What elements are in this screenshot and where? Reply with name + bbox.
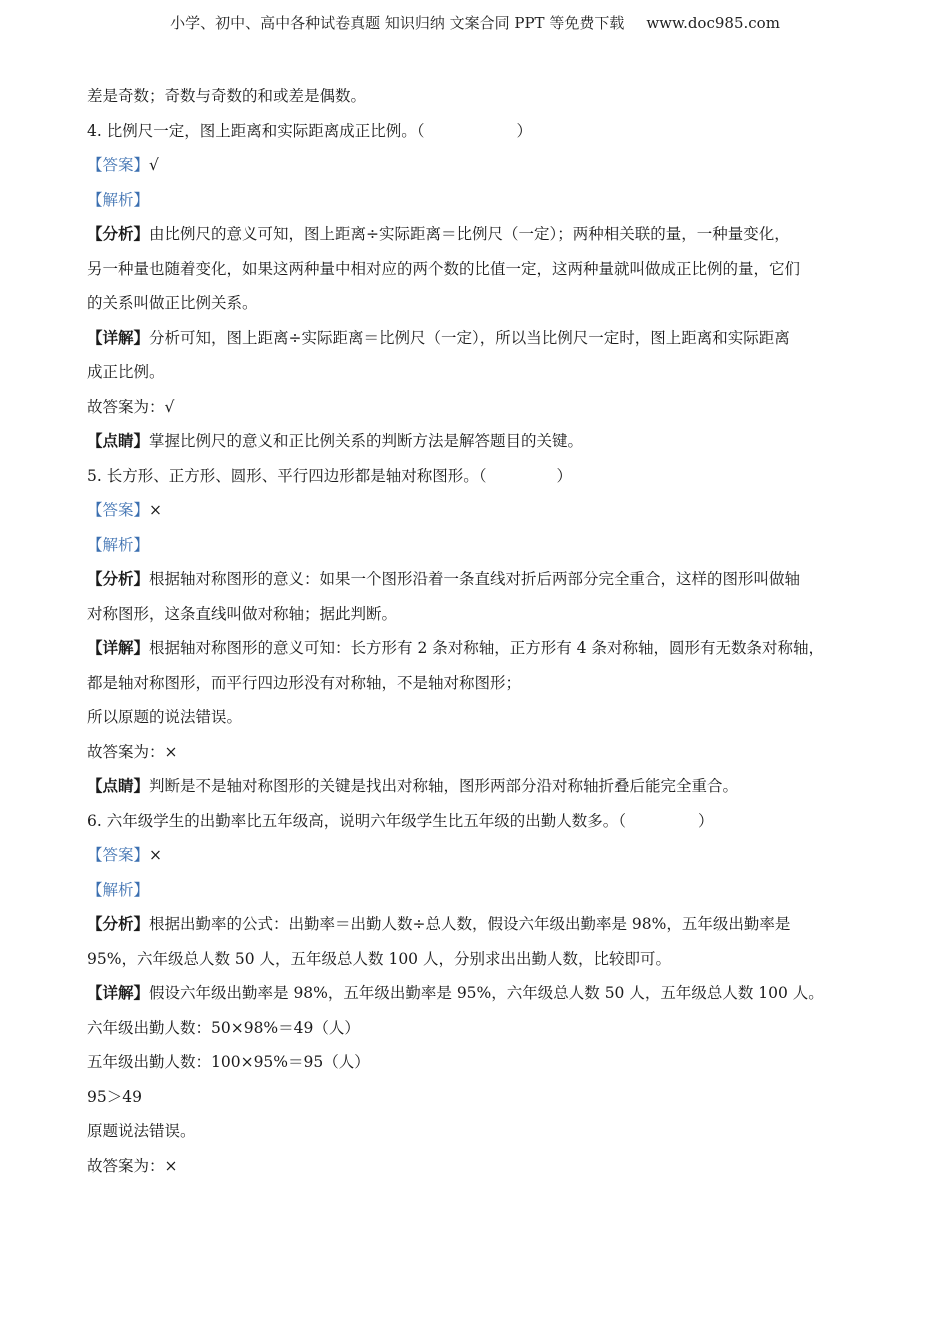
section-line: [87, 914, 877, 934]
text-line: [87, 362, 877, 382]
line-text: 95＞49: [87, 1087, 142, 1106]
section-tag: 【分析】: [87, 224, 150, 243]
text-line: [87, 293, 877, 313]
line-text: ×: [149, 846, 163, 864]
text-line: [87, 1156, 877, 1176]
line-text: 五年级出勤人数：100×95%＝95（人）: [87, 1053, 370, 1071]
line-text: 分析可知，图上距离÷实际距离＝比例尺（一定），所以当比例尺一定时，图上距离和实际距离: [149, 328, 790, 347]
section-tag: 【解析】: [87, 880, 150, 899]
text-line: [87, 1018, 877, 1038]
section-line: [87, 500, 877, 520]
line-text: 95%，六年级总人数 50 人，五年级总人数 100 人，分别求出出勤人数，比较即可。: [87, 949, 671, 968]
text-line: [87, 949, 877, 969]
section-tag: 【答案】: [87, 156, 150, 174]
line-text: 故答案为：√: [87, 397, 175, 416]
section-tag: 【答案】: [87, 846, 150, 864]
line-text: 六年级出勤人数：50×98%＝49（人）: [87, 1018, 360, 1037]
line-text: 根据出勤率的公式：出勤率＝出勤人数÷总人数，假设六年级出勤率是 98%，五年级出勤率是: [149, 915, 791, 933]
line-text: 差是奇数；奇数与奇数的和或差是偶数。: [87, 87, 367, 105]
line-text: ×: [149, 501, 163, 519]
close-paren: ）: [556, 466, 572, 485]
section-tag: 【点睛】: [87, 431, 150, 450]
line-text: 对称图形，这条直线叫做对称轴；据此判断。: [87, 604, 398, 623]
section-tag: 【答案】: [87, 501, 150, 519]
line-text: 比例尺一定，图上距离和实际距离成正比例。（: [106, 121, 425, 140]
question-number: 4.: [87, 121, 107, 140]
text-line: [87, 1087, 877, 1107]
section-line: [87, 880, 877, 900]
document-body: [87, 86, 877, 1190]
section-line: [87, 224, 877, 244]
page-header: [0, 12, 950, 33]
line-text: 由比例尺的意义可知，图上距离÷实际距离＝比例尺（一定）；两种相关联的量，一种量变化，: [149, 225, 790, 243]
question-line: [87, 466, 877, 486]
section-line: [87, 431, 877, 451]
section-line: [87, 776, 877, 796]
line-text: 根据轴对称图形的意义可知：长方形有 2 条对称轴，正方形有 4 条对称轴，圆形有无数条对称轴，: [149, 639, 824, 657]
question-line: [87, 811, 877, 831]
text-line: [87, 1121, 877, 1141]
text-line: [87, 259, 877, 279]
line-text: 成正比例。: [87, 363, 165, 381]
header-site: www.doc985.com: [646, 14, 780, 32]
section-tag: 【详解】: [87, 638, 150, 657]
line-text: 另一种量也随着变化，如果这两种量中相对应的两个数的比值一定，这两种量就叫做成正比例的量，它们: [87, 259, 801, 278]
section-tag: 【分析】: [87, 914, 150, 933]
text-line: [87, 673, 877, 693]
section-line: [87, 569, 877, 589]
section-tag: 【分析】: [87, 569, 150, 588]
section-tag: 【解析】: [87, 535, 150, 554]
line-text: 原题说法错误。: [87, 1122, 196, 1140]
close-paren: ）: [516, 121, 532, 140]
text-line: [87, 742, 877, 762]
section-line: [87, 638, 877, 658]
section-line: [87, 190, 877, 210]
section-line: [87, 328, 877, 348]
line-text: 六年级学生的出勤率比五年级高，说明六年级学生比五年级的出勤人数多。（: [106, 811, 626, 830]
line-text: 都是轴对称图形，而平行四边形没有对称轴，不是轴对称图形；: [87, 673, 522, 692]
section-tag: 【详解】: [87, 983, 150, 1002]
text-line: [87, 604, 877, 624]
header-text: 小学、初中、高中各种试卷真题 知识归纳 文案合同 PPT 等免费下载: [170, 14, 625, 32]
text-line: [87, 397, 877, 417]
line-text: 根据轴对称图形的意义：如果一个图形沿着一条直线对折后两部分完全重合，这样的图形叫做轴: [149, 570, 801, 588]
section-tag: 【点睛】: [87, 776, 150, 795]
question-line: [87, 121, 877, 141]
line-text: 所以原题的说法错误。: [87, 708, 243, 726]
line-text: 故答案为：×: [87, 742, 178, 761]
text-line: [87, 707, 877, 727]
line-text: 长方形、正方形、圆形、平行四边形都是轴对称图形。（: [106, 466, 487, 485]
text-line: [87, 86, 877, 106]
line-text: 判断是不是轴对称图形的关键是找出对称轴，图形两部分沿对称轴折叠后能完全重合。: [149, 777, 739, 795]
section-line: [87, 535, 877, 555]
line-text: 的关系叫做正比例关系。: [87, 294, 258, 312]
text-line: [87, 1052, 877, 1072]
line-text: 故答案为：×: [87, 1156, 178, 1175]
close-paren: ）: [697, 811, 714, 830]
section-line: [87, 845, 877, 865]
line-text: 掌握比例尺的意义和正比例关系的判断方法是解答题目的关键。: [149, 432, 584, 450]
line-text: 假设六年级出勤率是 98%，五年级出勤率是 95%，六年级总人数 50 人，五年级总人数 100 人。: [149, 984, 824, 1002]
section-tag: 【解析】: [87, 190, 150, 209]
question-number: 5.: [87, 466, 107, 485]
line-text: √: [149, 156, 159, 174]
section-tag: 【详解】: [87, 327, 150, 347]
section-line: [87, 155, 877, 175]
question-number: 6.: [87, 811, 107, 830]
section-line: [87, 983, 877, 1003]
